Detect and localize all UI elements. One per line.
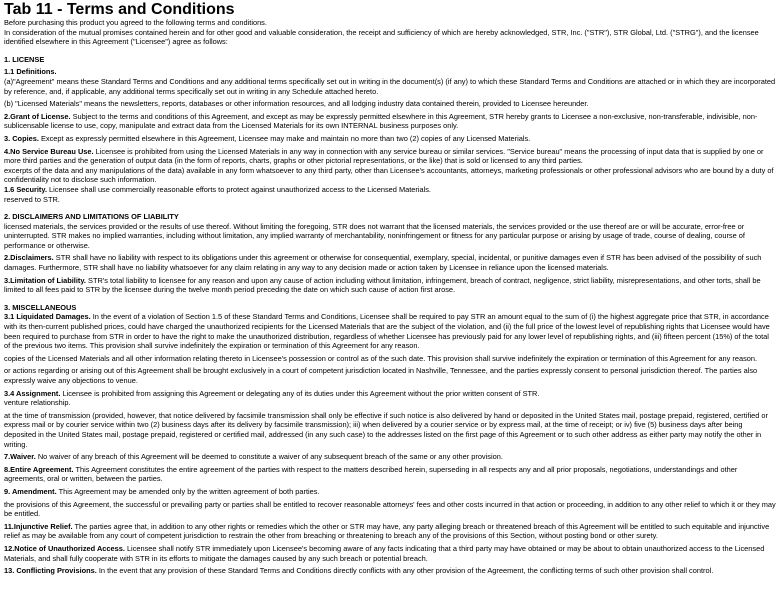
paragraph-jurisdiction: or actions regarding or arising out of this Agreement shall be brought exclusively in a court of competent jurisdiction located in Nashville, Tennessee, and the parties expressly consent to personal jurisdiction thereof. The parties also expressly waive any objections to venue. [4, 366, 758, 385]
clause-waiver [4, 452, 776, 462]
clause-injunctive-relief [4, 522, 776, 541]
clause-text: In the event that any provision of these Standard Terms and Conditions directly conflicts with any other provision of the Agreement, the conflicting terms of such other provision shall control. [96, 566, 714, 576]
clause-liquidated-damages [4, 312, 776, 350]
clause-label: 2.Grant of License. [4, 111, 71, 121]
definition-agreement: (a)"Agreement" means these Standard Terms and Conditions and any additional terms specifically set out in writing in the document(s) (if any) to which these Standard Terms and Conditions are attached or in which they are incorporated by reference, and, if applicable, any additional terms specifically set out in writing in any Schedule attached hereto. [4, 76, 776, 96]
clause-text: This Agreement constitutes the entire agreement of the parties with respect to the matters described herein, superseding in all respects any and all prior proposals, negotiations, understandings and other agreements, oral or written, between the parties. [4, 464, 738, 484]
clause-unauthorized-access [4, 544, 776, 563]
section-heading-disclaimers: 2. DISCLAIMERS AND LIMITATIONS OF LIABILITY [4, 212, 179, 222]
paragraph-copies-return: copies of the Licensed Materials and all other information relating thereto in Licensee's possession or control as of the such date. This provision shall survive indefinitely the expiration or termination of this Agreement for any reason. [4, 353, 758, 363]
clause-text: This Agreement may be amended only by the written agreement of both parties. [56, 486, 320, 496]
paragraph-reserved: reserved to STR. [4, 194, 60, 204]
clause-entire-agreement [4, 465, 776, 484]
clause-text: Licensee is prohibited from using the Licensed Materials in any way in connection with any service bureau or similar services. "Service bureau" means the processing of input data that is supplied by one or more third parties and the generation of output data (in the form of reports, charts, graphs or other pictorial representations, or the like) that is sold or licensed to any third parties. [4, 146, 764, 166]
clause-grant-of-license [4, 112, 776, 131]
clause-text: STR shall have no liability with respect to its obligations under this agreement or otherwise for consequential, exemplary, special, incidental, or punitive damages even if STR has been advised of the possibility of such damages. Furthermore, STR shall have no liability whatsoever for any claim relating in any way to any decision made or action taken by Licensee in reliance upon the licensed materials. [4, 253, 762, 273]
paragraph-attorneys-fees: the provisions of this Agreement, the successful or prevailing party or parties shall be entitled to recover reasonable attorneys' fees and other costs incurred in that action or proceeding, in addition to any other relief to which it or they may be entitled. [4, 499, 776, 519]
clause-security [4, 185, 776, 195]
section-heading-license: 1. LICENSE [4, 54, 45, 64]
clause-label: 3.1 Liquidated Damages. [4, 312, 91, 322]
clause-no-service-bureau [4, 147, 776, 166]
intro-consideration: In consideration of the mutual promises contained herein and for other good and valuable consideration, the receipt and sufficiency of which are hereby acknowledged, STR, Inc. ("STR"), STR Global, Ltd. ("STRG"), and the licensee identified elsewhere in this Agreement ("Licensee") agree as follows: [4, 27, 759, 47]
clause-label: 8.Entire Agreement. [4, 464, 74, 474]
paragraph-venture: venture relationship. [4, 398, 71, 408]
clause-label: 2.Disclaimers. [4, 253, 54, 263]
section-heading-miscellaneous: 3. MISCELLANEOUS [4, 302, 77, 312]
clause-assignment [4, 389, 776, 399]
clause-label: 11.Injunctive Relief. [4, 521, 73, 531]
clause-text: Except as expressly permitted elsewhere in this Agreement, Licensee may make and maintain no more than two (2) copies of any Licensed Materials. [38, 133, 531, 143]
clause-limitation-of-liability [4, 276, 776, 295]
clause-label: 7.Waiver. [4, 452, 36, 462]
paragraph-notice: at the time of transmission (provided, however, that notice delivered by facsimile transmission shall only be effective if such notice is also delivered by hand or deposited in the United States mail, postage prepaid, registered, certified or express mail or by courier service within two (2) business days after its delivery by facsimile transmission); iii) when delivered by a courier service or by express mail, at the time of receipt; or iv) five (5) business days after being deposited in the United States mail, postage prepaid, registered or certified mail, addressed (in any such case) to the addresses listed on the first page of this Agreement or to such other address as either party may notify the other in writing. [4, 410, 768, 449]
clause-text: Licensee shall use commercially reasonable efforts to protect against unauthorized access to the Licensed Materials. [47, 184, 431, 194]
clause-label: 9. Amendment. [4, 486, 57, 496]
intro-line: Before purchasing this product you agreed to the following terms and conditions. [4, 18, 267, 27]
clause-disclaimers [4, 253, 776, 272]
clause-conflicting-provisions [4, 566, 776, 576]
clause-label: 3.Limitation of Liability. [4, 275, 86, 285]
clause-text: No waiver of any breach of this Agreement will be deemed to constitute a waiver of any subsequent breach of the same or any other provision. [35, 452, 503, 462]
clause-label: 12.Notice of Unauthorized Access. [4, 543, 125, 553]
clause-text: The parties agree that, in addition to any other rights or remedies which the other or STR may have, any party alleging breach or threatened breach of this Agreement will be entitled to such equitable and injunctive relief as may be available from any court of competent jurisdiction to restrain the other from breaching or threatening to breach any of the provisions of this Section, without posting bond or other surety. [4, 521, 770, 541]
definitions-heading: 1.1 Definitions. [4, 67, 57, 77]
clause-text: Subject to the terms and conditions of this Agreement, and except as may be expressly permitted elsewhere in this Agreement, STR hereby grants to Licensee a non-exclusive, non-transferable, indivisible, non-sublicensable license to use, copy, manipulate and extract data from the Licensed Materials for its own INTERNAL business purposes only. [4, 111, 758, 131]
page-title: Tab 11 - Terms and Conditions [4, 1, 235, 18]
clause-label: 4.No Service Bureau Use. [4, 146, 94, 156]
definition-licensed-materials: (b) "Licensed Materials" means the newsletters, reports, databases or other information resources, and all lodging industry data contained therein, provided to Licensee hereunder. [4, 99, 589, 109]
clause-label: 3.4 Assignment. [4, 388, 61, 398]
clause-label: 1.6 Security. [4, 184, 47, 194]
clause-text: In the event of a violation of Section 1.5 of these Standard Terms and Conditions, Licensee shall be required to pay STR an amount equal to the sum of (i) the highest aggregate price that STR, in accordance with its then-current published prices, could have charged the unauthorized recipients for the Licensed Materials that are the subject of the violation, and (ii) the full price of the lowest level of republishing rights that Licensee would have been required to purchase from STR in order to have the right to make the unauthorized distribution, regardless of whether Licensee has previously paid for any lower level of republishing rights, and (iii) fifteen percent (15%) of the total of the previous two items. This provision shall survive indefinitely the expiration or termination of this Agreement for any reason. [4, 312, 770, 351]
paragraph-warranties: licensed materials, the services provided or the results of use thereof. Without limiting the foregoing, STR does not warrant that the licensed materials, the services provided or the use thereof are or will be accurate, error-free or uninterrupted. STR makes no implied warranties, including without limitation, any implied warranty of merchantability, noninfringement or fitness for any particular purpose or arising by usage of trade, course of dealing, course of performance or otherwise. [4, 221, 745, 250]
clause-copies [4, 134, 776, 144]
clause-text: Licensee shall notify STR immediately upon Licensee's becoming aware of any facts indicating that a third party may have obtained or may be about to obtain unauthorized access to the Licensed Materials, and shall fully cooperate with STR in its efforts to mitigate the damages caused by any such breach or potential breach. [4, 543, 765, 563]
clause-text: Licensee is prohibited from assigning this Agreement or delegating any of its duties under this Agreement without the prior written consent of STR. [60, 388, 540, 398]
clause-label: 13. Conflicting Provisions. [4, 566, 97, 576]
clause-amendment [4, 487, 776, 497]
clause-label: 3. Copies. [4, 133, 39, 143]
paragraph-excerpts: excerpts of the data and any manipulations of the data) available in any form whatsoever to any third party, other than Licensee's accountants, attorneys, marketing professionals or other professional advisors who are bound by a duty of confidentiality not to disclose such information. [4, 165, 774, 185]
clause-text: STR's total liability to licensee for any reason and upon any cause of action including without limitation, infringement, breach of contract, negligence, strict liability, misrepresentations, and other torts, shall be limited to all fees paid to STR by the licensee during the twelve month period preceding the date on which such cause of action first arose. [4, 275, 761, 295]
